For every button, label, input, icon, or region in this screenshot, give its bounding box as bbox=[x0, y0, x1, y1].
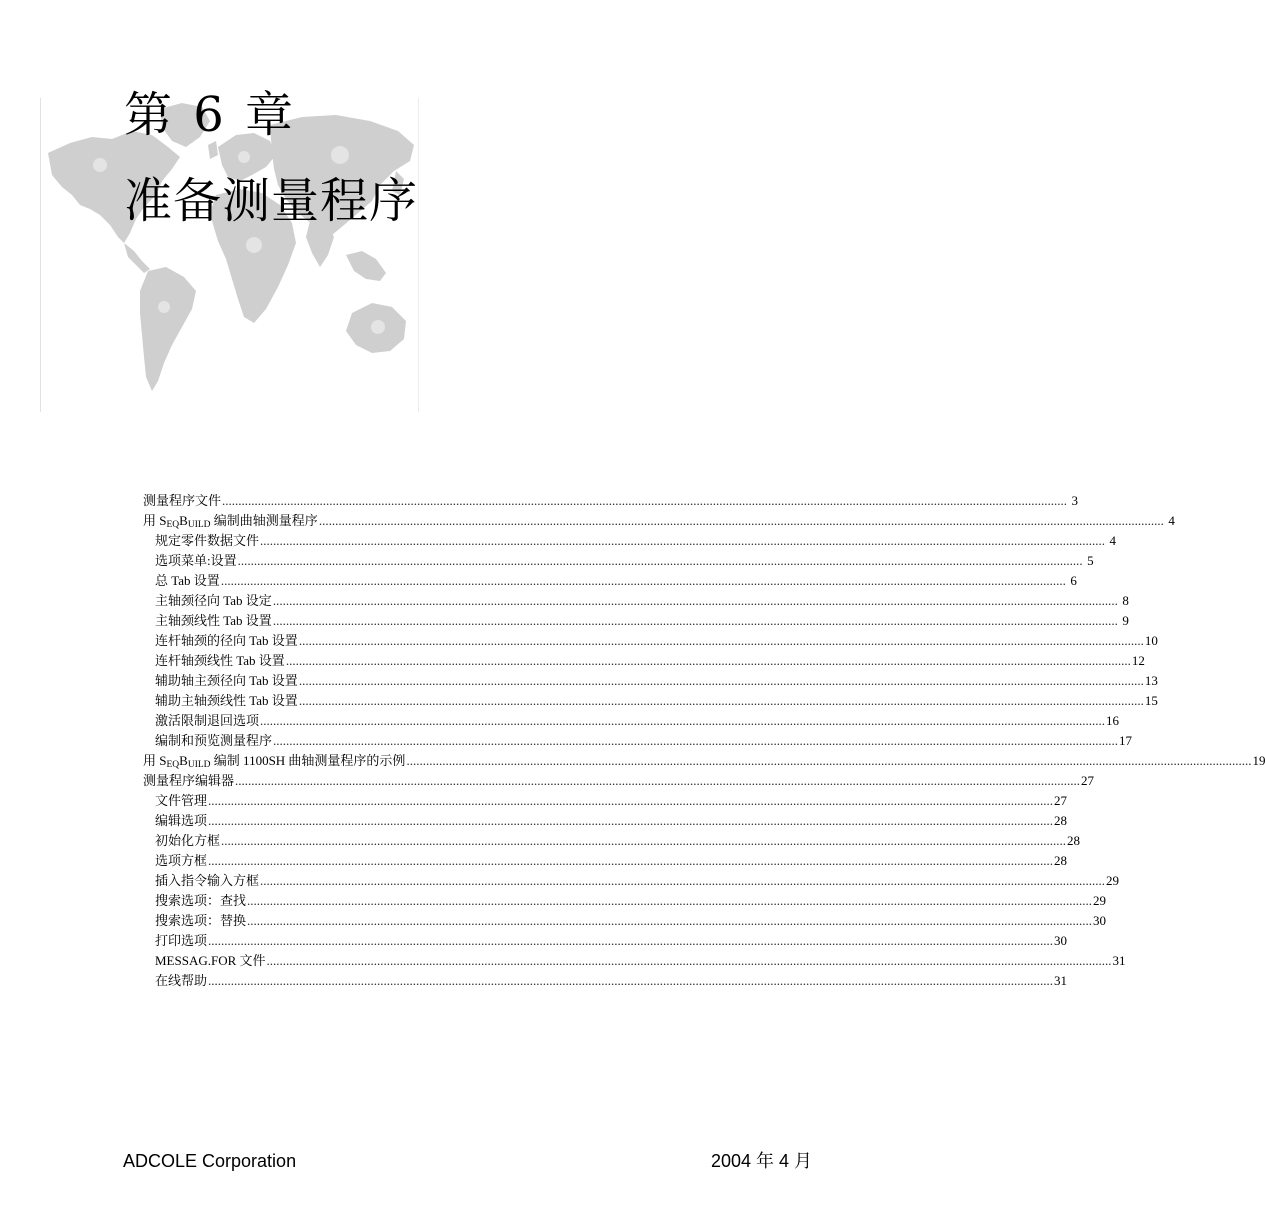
toc-dot-leader: .................................................................................................................................................................................................................................................................... bbox=[222, 493, 1068, 508]
toc-entry-label: 辅助轴主颈径向 Tab 设置 bbox=[155, 673, 298, 688]
toc-entry[interactable] bbox=[143, 671, 1158, 691]
toc-entry-label: 选项方框 bbox=[155, 853, 208, 868]
toc-entry-page-number: 10 bbox=[1144, 633, 1158, 648]
chapter-title: 准备测量程序 bbox=[124, 173, 419, 229]
toc-entry-page-number: 6 bbox=[1070, 573, 1077, 588]
toc-dot-leader: .................................................................................................................................................................................................................................................................... bbox=[406, 753, 1252, 768]
toc-entry[interactable] bbox=[143, 891, 1107, 911]
toc-entry-label: 插入指令输入方框 bbox=[155, 873, 260, 888]
toc-dot-leader: .................................................................................................................................................................................................................................................................... bbox=[260, 873, 1106, 888]
toc-entry-page-number: 12 bbox=[1131, 653, 1145, 668]
toc-entry-page-number: 30 bbox=[1054, 933, 1068, 948]
toc-entry-product-name: SEQBUILD bbox=[159, 513, 211, 530]
toc-entry-page-number: 31 bbox=[1054, 973, 1068, 988]
toc-entry-prefix: 用 bbox=[143, 753, 160, 768]
toc-entry-label: 主轴颈线性 Tab 设置 bbox=[155, 613, 272, 628]
toc-entry[interactable] bbox=[143, 971, 1068, 991]
toc-entry-page-number: 31 bbox=[1112, 953, 1126, 968]
toc-entry[interactable] bbox=[143, 771, 1095, 791]
toc-entry-page-number: 19 bbox=[1252, 753, 1265, 768]
toc-entry[interactable] bbox=[143, 651, 1145, 671]
toc-entry[interactable] bbox=[143, 531, 1117, 551]
toc-entry[interactable] bbox=[143, 591, 1129, 611]
toc-entry[interactable] bbox=[143, 491, 1079, 511]
toc-entry[interactable] bbox=[143, 691, 1158, 711]
toc-entry[interactable] bbox=[143, 951, 1126, 971]
toc-entry-label: MESSAG.FOR 文件 bbox=[155, 953, 266, 968]
toc-entry-page-number: 4 bbox=[1109, 533, 1117, 548]
toc-entry[interactable] bbox=[143, 611, 1129, 631]
toc-entry-prefix: 用 bbox=[143, 513, 160, 528]
toc-dot-leader: .................................................................................................................................................................................................................................................................... bbox=[298, 673, 1144, 688]
table-of-contents bbox=[143, 491, 1265, 991]
toc-dot-leader: .................................................................................................................................................................................................................................................................... bbox=[208, 813, 1054, 828]
toc-entry-label: 测量程序编辑器 bbox=[143, 773, 235, 788]
toc-dot-leader: .................................................................................................................................................................................................................................................................... bbox=[220, 573, 1066, 588]
continent-south-america bbox=[140, 267, 196, 391]
toc-entry-page-number: 27 bbox=[1081, 773, 1095, 788]
toc-entry-page-number: 15 bbox=[1144, 693, 1158, 708]
toc-dot-leader: .................................................................................................................................................................................................................................................................... bbox=[247, 913, 1093, 928]
chapter-number: 第 6 章 bbox=[124, 87, 297, 143]
toc-entry[interactable] bbox=[143, 631, 1158, 651]
toc-entry-label: 辅助主轴颈线性 Tab 设置 bbox=[155, 693, 298, 708]
toc-dot-leader: .................................................................................................................................................................................................................................................................... bbox=[285, 653, 1131, 668]
toc-entry-label: 编辑选项 bbox=[155, 813, 208, 828]
toc-entry[interactable] bbox=[143, 511, 1175, 531]
toc-entry[interactable] bbox=[143, 911, 1107, 931]
toc-entry-page-number: 8 bbox=[1122, 593, 1129, 608]
toc-entry-label bbox=[143, 751, 405, 773]
toc-entry-label: 测量程序文件 bbox=[143, 493, 222, 508]
toc-dot-leader: .................................................................................................................................................................................................................................................................... bbox=[298, 693, 1144, 708]
toc-entry[interactable] bbox=[143, 871, 1120, 891]
footer-company: ADCOLE Corporation bbox=[123, 1151, 297, 1171]
toc-dot-leader: .................................................................................................................................................................................................................................................................... bbox=[318, 513, 1164, 528]
toc-entry-label: 激活限制退回选项 bbox=[155, 713, 260, 728]
toc-dot-leader: .................................................................................................................................................................................................................................................................... bbox=[273, 733, 1119, 748]
toc-entry-page-number: 28 bbox=[1054, 853, 1068, 868]
toc-entry-label: 搜索选项：查找 bbox=[155, 893, 247, 908]
toc-dot-leader: .................................................................................................................................................................................................................................................................... bbox=[208, 933, 1054, 948]
toc-entry-page-number: 29 bbox=[1093, 893, 1107, 908]
toc-entry-page-number: 17 bbox=[1119, 733, 1133, 748]
toc-entry-page-number: 29 bbox=[1106, 873, 1120, 888]
toc-dot-leader: .................................................................................................................................................................................................................................................................... bbox=[208, 853, 1054, 868]
toc-entry[interactable] bbox=[143, 831, 1081, 851]
toc-entry-label: 选项菜单:设置 bbox=[155, 553, 237, 568]
toc-entry-label: 在线帮助 bbox=[155, 973, 208, 988]
footer-date: 2004 年 4 月 bbox=[710, 1151, 812, 1171]
toc-dot-leader: .................................................................................................................................................................................................................................................................... bbox=[208, 973, 1054, 988]
toc-dot-leader: .................................................................................................................................................................................................................................................................... bbox=[272, 593, 1118, 608]
toc-entry-page-number: 27 bbox=[1054, 793, 1068, 808]
toc-dot-leader: .................................................................................................................................................................................................................................................................... bbox=[298, 633, 1144, 648]
toc-entry-label: 初始化方框 bbox=[155, 833, 221, 848]
toc-entry-page-number: 3 bbox=[1071, 493, 1079, 508]
toc-entry-page-number: 28 bbox=[1067, 833, 1081, 848]
toc-dot-leader: .................................................................................................................................................................................................................................................................... bbox=[247, 893, 1093, 908]
toc-entry-label: 文件管理 bbox=[155, 793, 208, 808]
toc-entry-page-number: 16 bbox=[1106, 713, 1120, 728]
toc-entry-page-number: 9 bbox=[1122, 613, 1129, 628]
toc-dot-leader: .................................................................................................................................................................................................................................................................... bbox=[208, 793, 1054, 808]
toc-dot-leader: .................................................................................................................................................................................................................................................................... bbox=[237, 553, 1083, 568]
toc-entry-page-number: 28 bbox=[1054, 813, 1068, 828]
toc-entry-label: 总 Tab 设置 bbox=[155, 573, 220, 588]
toc-entry[interactable] bbox=[143, 751, 1265, 771]
toc-entry[interactable] bbox=[143, 551, 1094, 571]
toc-entry-label: 编制和预览测量程序 bbox=[155, 733, 273, 748]
toc-dot-leader: .................................................................................................................................................................................................................................................................... bbox=[266, 953, 1112, 968]
toc-dot-leader: .................................................................................................................................................................................................................................................................... bbox=[235, 773, 1081, 788]
toc-entry-label: 打印选项 bbox=[155, 933, 208, 948]
toc-entry[interactable] bbox=[143, 731, 1133, 751]
toc-entry-page-number: 13 bbox=[1144, 673, 1158, 688]
toc-entry-page-number: 30 bbox=[1093, 913, 1107, 928]
toc-entry-suffix: 编制曲轴测量程序 bbox=[210, 513, 318, 528]
toc-dot-leader: .................................................................................................................................................................................................................................................................... bbox=[272, 613, 1118, 628]
toc-entry[interactable] bbox=[143, 851, 1068, 871]
toc-entry-label: 连杆轴颈线性 Tab 设置 bbox=[155, 653, 285, 668]
continent-southeast-asia bbox=[346, 251, 386, 281]
continent-central-america bbox=[124, 243, 150, 273]
toc-dot-leader: .................................................................................................................................................................................................................................................................... bbox=[260, 713, 1106, 728]
toc-entry-label: 搜索选项：替换 bbox=[155, 913, 247, 928]
toc-entry-page-number: 4 bbox=[1168, 513, 1175, 528]
toc-entry-product-name: SEQBUILD bbox=[159, 753, 211, 770]
toc-entry[interactable] bbox=[143, 931, 1068, 951]
toc-entry-suffix: 编制 1100SH 曲轴测量程序的示例 bbox=[210, 753, 406, 768]
toc-entry-label: 连杆轴颈的径向 Tab 设置 bbox=[155, 633, 298, 648]
toc-entry[interactable] bbox=[143, 791, 1068, 811]
toc-entry-page-number: 5 bbox=[1087, 553, 1094, 568]
toc-entry-label bbox=[143, 511, 318, 533]
toc-entry-label: 规定零件数据文件 bbox=[155, 533, 260, 548]
toc-entry[interactable] bbox=[143, 571, 1077, 591]
toc-dot-leader: .................................................................................................................................................................................................................................................................... bbox=[260, 533, 1106, 548]
toc-entry[interactable] bbox=[143, 811, 1068, 831]
toc-entry[interactable] bbox=[143, 711, 1120, 731]
toc-dot-leader: .................................................................................................................................................................................................................................................................... bbox=[221, 833, 1067, 848]
toc-entry-label: 主轴颈径向 Tab 设定 bbox=[155, 593, 272, 608]
